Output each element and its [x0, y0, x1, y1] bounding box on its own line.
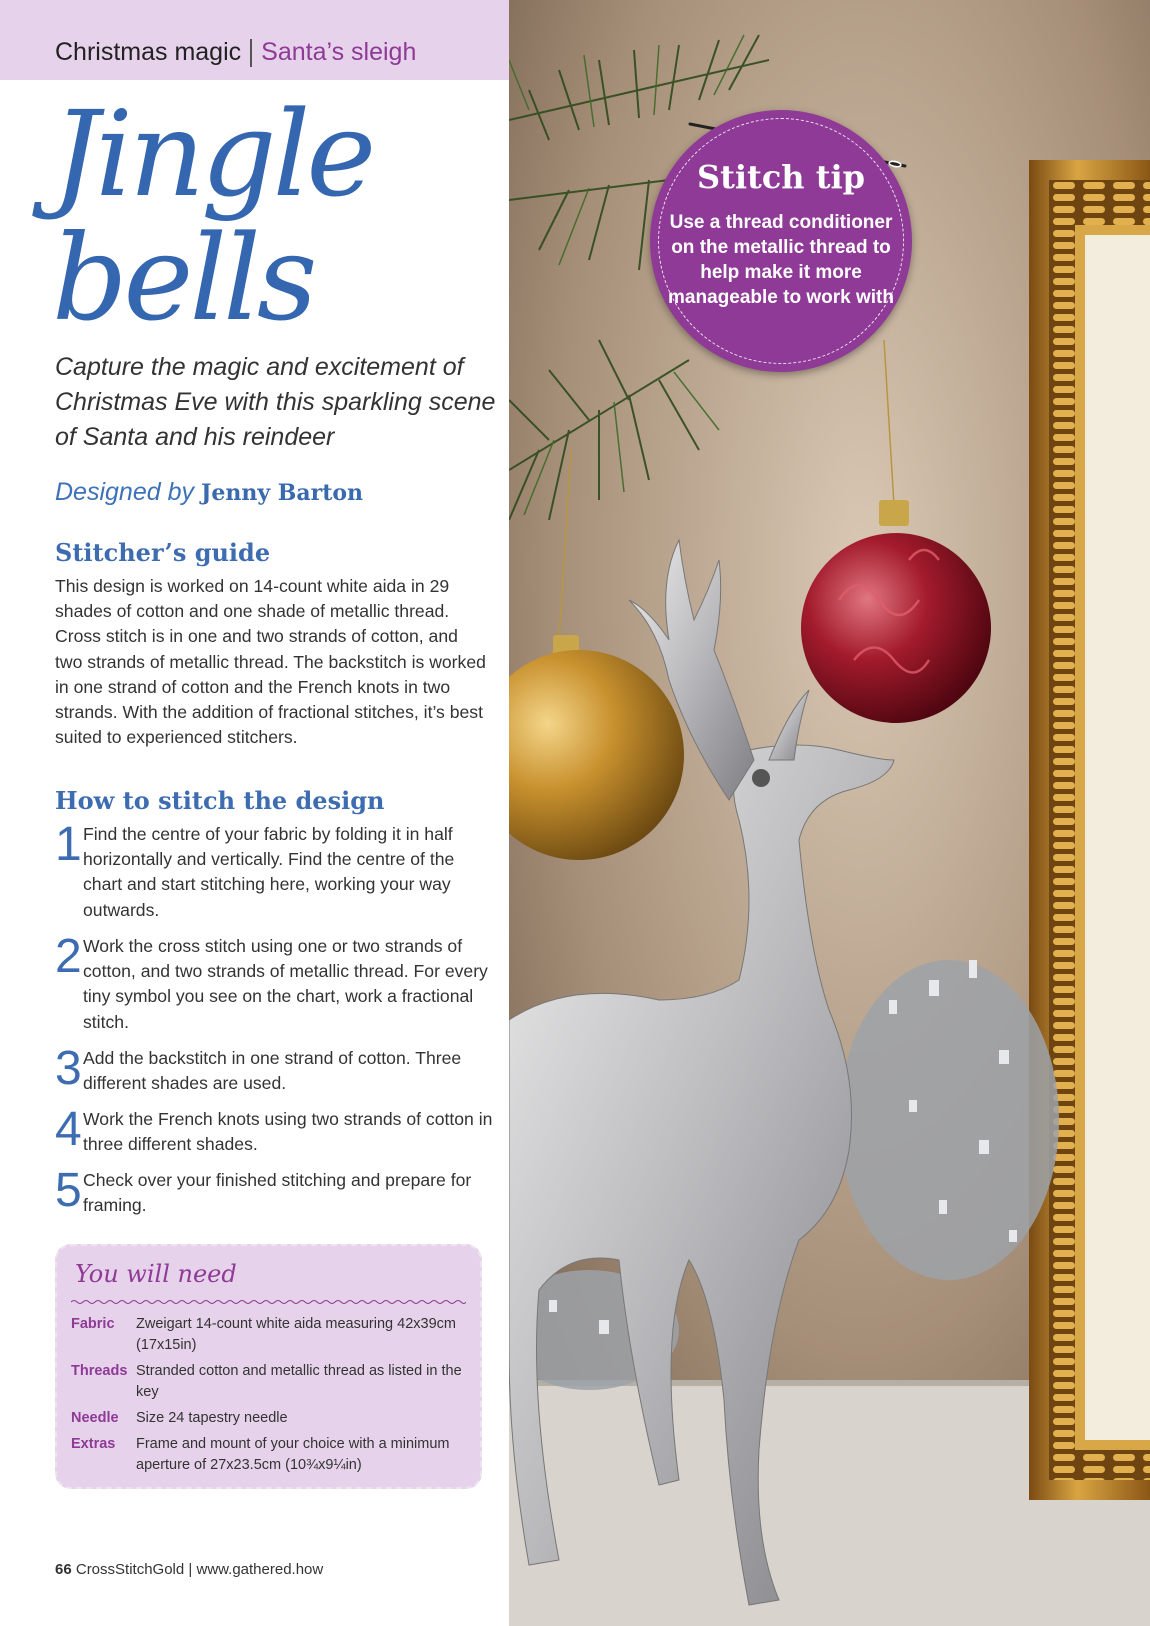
title-line-1: Jingle [52, 85, 373, 223]
need-item-value: Size 24 tapestry needle [136, 1410, 288, 1426]
byline [55, 478, 363, 507]
step-text: Work the French knots using two strands of cotton in three different shades. [83, 1109, 493, 1155]
article-title [52, 85, 373, 347]
section-header-band [0, 0, 509, 80]
byline-prefix: Designed by [55, 478, 194, 506]
page-number: 66 [55, 1561, 72, 1578]
how-to-heading: How to stitch the design [55, 786, 385, 815]
stitchers-guide-heading: Stitcher’s guide [55, 538, 271, 567]
need-item-value: Zweigart 14-count white aida measuring 42x39cm (17x15in) [136, 1316, 456, 1353]
page-footer [55, 1561, 323, 1578]
title-line-2: bells [52, 209, 314, 347]
step-number: 5 [55, 1164, 82, 1217]
header-divider [250, 39, 252, 67]
step-number: 3 [55, 1042, 82, 1095]
subsection-name: Santa’s sleigh [261, 38, 417, 66]
section-header [55, 38, 416, 67]
need-item-label: Fabric [71, 1316, 115, 1332]
stitch-tip-heading: Stitch tip [696, 158, 866, 196]
step-text: Add the backstitch in one strand of cotton. Three different shades are used. [83, 1048, 462, 1094]
you-will-need-panel [55, 1244, 482, 1489]
stitch-tip-badge [650, 110, 912, 372]
article-column [0, 0, 509, 1626]
footer-divider: | [188, 1561, 193, 1578]
wavy-divider [71, 1298, 466, 1306]
stitchers-guide-body: This design is worked on 14-count white aida in 29 shades of cotton and one shade of metallic thread. Cross stitch is in one and two strands of cotton, and two strands of metallic thread. The backstitch is worked in one strand of cotton and the French knots in two strands. With the addition of fractional stitches, it’s best suited to experienced stitchers. [55, 576, 486, 748]
need-item-value: Frame and mount of your choice with a minimum aperture of 27x23.5cm (10¾x9¼in) [136, 1436, 450, 1473]
step-number: 1 [55, 818, 82, 871]
need-item-label: Needle [71, 1410, 119, 1426]
step-number: 4 [55, 1103, 82, 1156]
you-will-need-heading: You will need [75, 1260, 237, 1288]
step-text: Work the cross stitch using one or two strands of cotton, and two strands of metallic thread. For every tiny symbol you see on the chart, work a fractional stitch. [83, 936, 488, 1032]
step-text: Check over your finished stitching and prepare for framing. [83, 1170, 472, 1216]
designer-name: Jenny Barton [200, 480, 364, 506]
standfirst: Capture the magic and excitement of Christmas Eve with this sparkling scene of Santa and his reindeer [55, 353, 496, 451]
stitch-tip-text: Use a thread conditioner on the metallic thread to help make it more manageable to work with [668, 212, 894, 308]
need-item-value: Stranded cotton and metallic thread as listed in the key [136, 1363, 462, 1400]
step-number: 2 [55, 930, 82, 983]
need-item-label: Threads [71, 1363, 128, 1379]
step-text: Find the centre of your fabric by folding it in half horizontally and vertically. Find the centre of the chart and start stitching here, working your way outwards. [83, 824, 455, 920]
magazine-name: CrossStitchGold [75, 1561, 185, 1578]
need-item-label: Extras [71, 1436, 116, 1452]
magazine-url: www.gathered.how [196, 1561, 324, 1578]
section-name: Christmas magic [55, 38, 242, 66]
